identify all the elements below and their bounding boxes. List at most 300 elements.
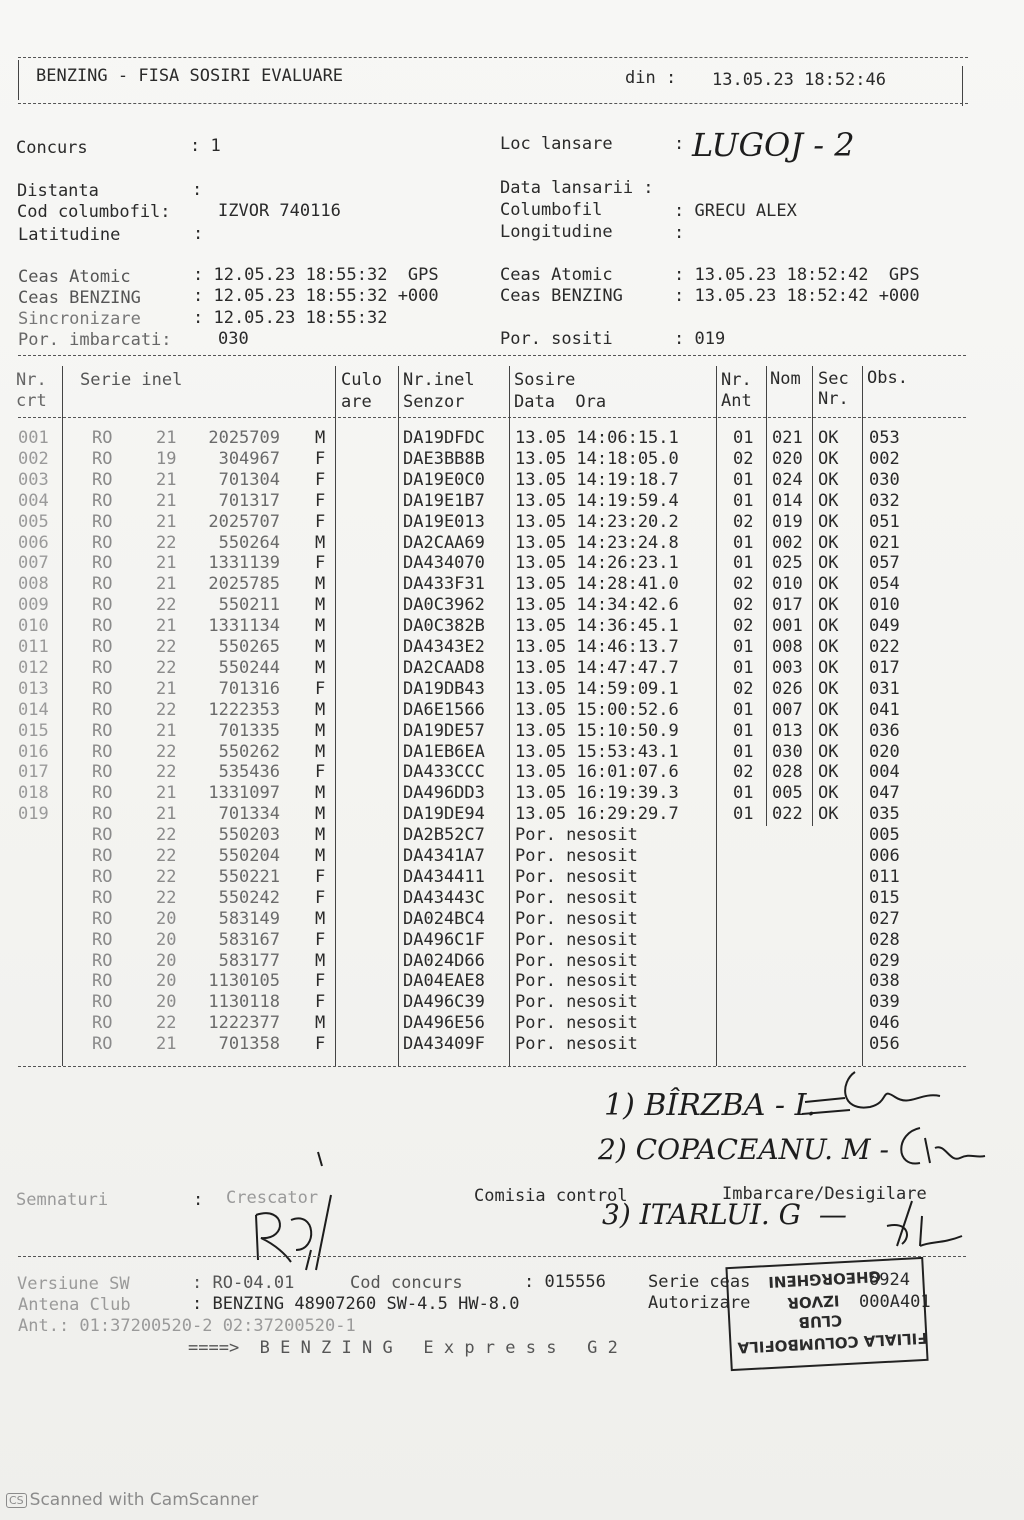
cell-yr: 20: [156, 929, 177, 950]
table-row: [0, 742, 1024, 763]
cell-no: 550204: [218, 846, 280, 866]
cell-obs: 027: [869, 908, 900, 929]
cell-no: 1222377: [208, 1013, 280, 1034]
sincronizare-value: : 12.05.23 18:55:32: [193, 308, 388, 328]
table-row: [0, 1013, 1024, 1034]
cell-ant: 01: [733, 804, 754, 825]
cell-nom: 014: [772, 490, 803, 511]
camscanner-watermark: [6, 1490, 258, 1510]
cell-sx: M: [315, 783, 326, 804]
cell-no: 583177: [218, 950, 280, 971]
cell-no: 550265: [218, 637, 280, 657]
cell-sx: M: [315, 657, 326, 678]
cell-sec: OK: [818, 720, 839, 741]
cell-no: 701334: [218, 804, 280, 825]
cell-no: 1331134: [208, 616, 280, 637]
cell-obs: 035: [869, 804, 900, 825]
cell-sos: 13.05 14:59:09.1: [515, 678, 679, 699]
cell-yr: 22: [156, 699, 177, 720]
cell-sx: M: [315, 804, 326, 825]
cell-nom: 003: [772, 657, 803, 678]
cell-sx: M: [315, 616, 326, 637]
th-sosire-1: Sosire: [514, 370, 576, 390]
concurs-value: : 1: [190, 136, 221, 156]
cell-yr: 21: [156, 490, 177, 511]
cell-yr: 21: [156, 1034, 177, 1055]
th-nrinel-2: Senzor: [403, 392, 465, 412]
cell-snz: DA496DD3: [403, 783, 485, 804]
cell-snz: DA434070: [403, 553, 485, 574]
th-serie-inel: Serie inel: [80, 370, 183, 390]
cell-snz: DA19DFDC: [403, 428, 485, 448]
signature-2-icon: [890, 1118, 990, 1178]
table-row: [0, 1034, 1024, 1055]
cell-sx: F: [315, 678, 326, 699]
cell-sec: OK: [818, 595, 839, 616]
cell-sx: M: [315, 1013, 326, 1034]
cell-no: 701335: [218, 720, 280, 741]
cell-snz: DAE3BB8B: [403, 448, 485, 469]
cell-ant: 01: [733, 783, 754, 804]
cell-sos: 13.05 14:06:15.1: [515, 428, 679, 448]
cell-sos: Por. nesosit: [515, 846, 638, 866]
cell-sec: OK: [818, 574, 839, 595]
th-culoare-2: are: [341, 392, 372, 412]
cell-sos: Por. nesosit: [515, 950, 638, 971]
cell-sos: 13.05 16:19:39.3: [515, 783, 679, 804]
cell-no: 583167: [218, 929, 280, 950]
cell-ro: RO: [92, 678, 113, 699]
table-row: [0, 846, 1024, 867]
th-obs: Obs.: [867, 368, 908, 388]
cell-ant: 02: [733, 678, 754, 699]
cell-sos: 13.05 14:28:41.0: [515, 574, 679, 595]
cell-nom: 001: [772, 616, 803, 637]
cell-sx: M: [315, 720, 326, 741]
cell-obs: 032: [869, 490, 900, 511]
cell-nom: 028: [772, 762, 803, 783]
cell-nr: 015: [18, 720, 49, 741]
cell-no: 2025709: [208, 428, 280, 448]
camscanner-text: Scanned with CamScanner: [29, 1490, 259, 1510]
th-sec-2: Nr.: [818, 389, 849, 409]
cell-snz: DA19DE57: [403, 720, 485, 741]
cell-nr: 014: [18, 699, 49, 720]
distanta-value: :: [192, 180, 203, 200]
cell-sos: 13.05 14:19:18.7: [515, 469, 679, 490]
imbarcare-desigilare-label: Imbarcare/Desigilare: [722, 1184, 927, 1204]
cell-ro: RO: [92, 971, 113, 992]
distanta-label: Distanta: [17, 181, 99, 201]
cell-yr: 21: [156, 553, 177, 574]
cell-ant: 02: [733, 511, 754, 532]
cell-obs: 054: [869, 574, 900, 595]
cell-nom: 025: [772, 553, 803, 574]
cell-ant: 01: [733, 637, 754, 657]
autorizare-label: Autorizare: [648, 1293, 751, 1313]
cell-nr: 001: [18, 428, 49, 448]
cell-sos: 13.05 14:23:24.8: [515, 532, 679, 553]
stamp-line-2: CLUB: [797, 1311, 843, 1332]
table-row: [0, 700, 1024, 721]
table-row: [0, 930, 1024, 951]
comisia-control-label: Comisia control: [474, 1186, 628, 1206]
cell-snz: DA2B52C7: [403, 825, 485, 846]
cell-nr: 009: [18, 595, 49, 616]
cod-concurs-label: Cod concurs: [350, 1273, 463, 1293]
cell-sos: 13.05 14:47:47.7: [515, 657, 679, 678]
table-row: [0, 783, 1024, 804]
cell-sec: OK: [818, 657, 839, 678]
cell-sec: OK: [818, 783, 839, 804]
cell-sec: OK: [818, 699, 839, 720]
cell-no: 550211: [218, 595, 280, 616]
cell-yr: 21: [156, 469, 177, 490]
cell-obs: 041: [869, 699, 900, 720]
cell-no: 1331139: [208, 553, 280, 574]
cell-sos: 13.05 16:29:29.7: [515, 804, 679, 825]
cell-snz: DA4343E2: [403, 637, 485, 657]
cell-obs: 053: [869, 428, 900, 448]
cell-sx: M: [315, 741, 326, 762]
cell-ant: 01: [733, 532, 754, 553]
table-row: [0, 637, 1024, 658]
cell-obs: 029: [869, 950, 900, 971]
cell-ant: 01: [733, 428, 754, 448]
cod-columbofil-label: Cod columbofil:: [17, 202, 171, 222]
cell-ro: RO: [92, 741, 113, 762]
cell-sos: 13.05 15:10:50.9: [515, 720, 679, 741]
cell-sx: F: [315, 929, 326, 950]
cell-obs: 051: [869, 511, 900, 532]
cell-no: 701304: [218, 469, 280, 490]
cell-sec: OK: [818, 448, 839, 469]
longitudine-label: Longitudine: [500, 222, 613, 242]
cell-ro: RO: [92, 804, 113, 825]
ant-line: Ant.: 01:37200520-2 02:37200520-1: [18, 1316, 356, 1336]
cell-nom: 020: [772, 448, 803, 469]
cell-snz: DA433F31: [403, 574, 485, 595]
cell-nr: 017: [18, 762, 49, 783]
handwritten-line-3: 3) ITARLUI. G —: [602, 1198, 847, 1231]
cell-sx: F: [315, 1034, 326, 1055]
latitudine-label: Latitudine: [18, 225, 121, 245]
cod-columbofil-value: IZVOR 740116: [218, 201, 341, 221]
cell-ant: 02: [733, 448, 754, 469]
cell-yr: 21: [156, 616, 177, 637]
cell-ant: 02: [733, 574, 754, 595]
cell-ant: 02: [733, 595, 754, 616]
cell-yr: 22: [156, 595, 177, 616]
cell-nom: 030: [772, 741, 803, 762]
th-nrinel-1: Nr.inel: [403, 370, 475, 390]
table-row: [0, 449, 1024, 470]
imbarcati-value: 030: [218, 329, 249, 349]
cell-yr: 22: [156, 866, 177, 887]
cell-nr: 003: [18, 469, 49, 490]
cell-ro: RO: [92, 574, 113, 595]
cell-sos: 13.05 14:18:05.0: [515, 448, 679, 469]
cell-nr: 002: [18, 448, 49, 469]
cell-ro: RO: [92, 929, 113, 950]
cell-no: 550221: [218, 866, 280, 887]
cell-yr: 21: [156, 720, 177, 741]
por-sositi-label: Por. sositi: [500, 329, 613, 349]
table-row: [0, 992, 1024, 1013]
stamp-line-1: FILIALA COLUMBOFILA: [737, 1328, 928, 1357]
cell-ant: 01: [733, 469, 754, 490]
cell-ant: 01: [733, 490, 754, 511]
cell-no: 701316: [218, 678, 280, 699]
cell-obs: 057: [869, 553, 900, 574]
cell-no: 701317: [218, 490, 280, 511]
loc-lansare-colon: :: [674, 134, 685, 154]
footer-top-border: [18, 1256, 966, 1257]
th-sec-1: Sec: [818, 369, 849, 389]
cell-sx: M: [315, 825, 326, 846]
cell-sos: Por. nesosit: [515, 992, 638, 1013]
cell-ro: RO: [92, 783, 113, 804]
cell-ant: 01: [733, 720, 754, 741]
cod-concurs-value: : 015556: [524, 1272, 606, 1292]
cell-sec: OK: [818, 469, 839, 490]
loc-lansare-handwritten: LUGOJ - 2: [692, 126, 855, 164]
antena-club-label: Antena Club: [18, 1295, 131, 1315]
cell-ro: RO: [92, 846, 113, 866]
cell-ant: 01: [733, 741, 754, 762]
cell-no: 701358: [218, 1034, 280, 1055]
semnaturi-label: Semnaturi: [16, 1190, 109, 1210]
cell-sos: Por. nesosit: [515, 1013, 638, 1034]
signature-3-icon: [882, 1196, 972, 1256]
cell-sos: 13.05 14:26:23.1: [515, 553, 679, 574]
ceas-benzing-right: : 13.05.23 18:52:42 +000: [674, 286, 920, 306]
cell-obs: 005: [869, 825, 900, 846]
cell-sos: 13.05 14:46:13.7: [515, 637, 679, 657]
cell-sos: Por. nesosit: [515, 971, 638, 992]
table-row: [0, 971, 1024, 992]
benzing-express-line: ====> B E N Z I N G E x p r e s s G 2: [188, 1338, 618, 1358]
cell-no: 550242: [218, 887, 280, 908]
cell-no: 550262: [218, 741, 280, 762]
club-stamp: [725, 1257, 928, 1371]
cell-sx: F: [315, 971, 326, 992]
cell-nr: 010: [18, 616, 49, 637]
table-row: [0, 616, 1024, 637]
cell-snz: DA43443C: [403, 887, 485, 908]
cell-sx: F: [315, 448, 326, 469]
header-top-border: [18, 57, 968, 58]
cell-obs: 015: [869, 887, 900, 908]
cell-yr: 21: [156, 428, 177, 448]
cell-ant: 01: [733, 699, 754, 720]
cell-ro: RO: [92, 1013, 113, 1034]
table-top-border: [18, 355, 966, 356]
table-row: [0, 804, 1024, 825]
cell-snz: DA496E56: [403, 1013, 485, 1034]
table-row: [0, 951, 1024, 972]
latitudine-value: :: [193, 224, 204, 244]
cell-no: 550203: [218, 825, 280, 846]
table-row: [0, 825, 1024, 846]
cell-yr: 22: [156, 657, 177, 678]
cell-ro: RO: [92, 699, 113, 720]
cell-snz: DA496C1F: [403, 929, 485, 950]
cell-obs: 030: [869, 469, 900, 490]
cell-ro: RO: [92, 637, 113, 657]
cell-nr: 008: [18, 574, 49, 595]
cell-snz: DA433CCC: [403, 762, 485, 783]
cell-sec: OK: [818, 532, 839, 553]
cell-sx: F: [315, 469, 326, 490]
cell-sx: M: [315, 908, 326, 929]
th-nom: Nom: [770, 369, 801, 389]
cell-ant: 02: [733, 616, 754, 637]
cell-sx: M: [315, 846, 326, 866]
ceas-atomic-right-label: Ceas Atomic: [500, 265, 613, 285]
cell-sx: F: [315, 866, 326, 887]
ceas-atomic-right: : 13.05.23 18:52:42 GPS: [674, 265, 920, 285]
th-nr-2: crt: [16, 391, 47, 411]
cell-nr: 007: [18, 553, 49, 574]
cell-ro: RO: [92, 1034, 113, 1055]
handwritten-line-2: 2) COPACEANU. M -: [598, 1133, 889, 1166]
cell-ro: RO: [92, 616, 113, 637]
cell-nr: 019: [18, 804, 49, 825]
table-header-border: [18, 417, 966, 418]
columbofil-label: Columbofil: [500, 200, 603, 220]
cell-snz: DA6E1566: [403, 699, 485, 720]
cell-sec: OK: [818, 511, 839, 532]
cell-obs: 028: [869, 929, 900, 950]
cell-sx: M: [315, 595, 326, 616]
cell-sx: M: [315, 574, 326, 595]
cell-sx: M: [315, 532, 326, 553]
cell-yr: 22: [156, 637, 177, 657]
ceas-atomic-label: Ceas Atomic: [18, 267, 131, 287]
cell-ro: RO: [92, 595, 113, 616]
cell-sec: OK: [818, 804, 839, 825]
cell-obs: 036: [869, 720, 900, 741]
cell-nom: 024: [772, 469, 803, 490]
columbofil-value: : GRECU ALEX: [674, 201, 797, 221]
cell-snz: DA19DB43: [403, 678, 485, 699]
cell-sos: 13.05 14:19:59.4: [515, 490, 679, 511]
cell-ro: RO: [92, 532, 113, 553]
din-label: din :: [625, 68, 677, 88]
cell-snz: DA024BC4: [403, 908, 485, 929]
cell-nr: 005: [18, 511, 49, 532]
cell-ro: RO: [92, 887, 113, 908]
cell-ro: RO: [92, 490, 113, 511]
antena-club-value: : BENZING 48907260 SW-4.5 HW-8.0: [192, 1294, 520, 1314]
cell-yr: 19: [156, 448, 177, 469]
cell-yr: 21: [156, 511, 177, 532]
th-ant-1: Nr.: [721, 370, 752, 390]
cell-sx: M: [315, 428, 326, 448]
cell-snz: DA04EAE8: [403, 971, 485, 992]
cell-yr: 22: [156, 762, 177, 783]
cell-sx: M: [315, 699, 326, 720]
cell-yr: 22: [156, 887, 177, 908]
cell-snz: DA1EB6EA: [403, 741, 485, 762]
cell-nr: 018: [18, 783, 49, 804]
cell-nr: 016: [18, 741, 49, 762]
data-lansarii-label: Data lansarii :: [500, 178, 654, 198]
table-row: [0, 553, 1024, 574]
table-row: [0, 658, 1024, 679]
cell-sec: OK: [818, 741, 839, 762]
cell-sx: F: [315, 762, 326, 783]
cell-obs: 047: [869, 783, 900, 804]
cell-nom: 008: [772, 637, 803, 657]
cell-obs: 022: [869, 637, 900, 657]
cell-ro: RO: [92, 553, 113, 574]
cell-yr: 22: [156, 532, 177, 553]
header-bottom-border: [18, 103, 968, 104]
th-nr-1: Nr.: [16, 370, 47, 390]
cell-sx: F: [315, 887, 326, 908]
concurs-label: Concurs: [16, 138, 88, 158]
cell-yr: 21: [156, 804, 177, 825]
table-row: [0, 491, 1024, 512]
cell-ro: RO: [92, 825, 113, 846]
cell-obs: 039: [869, 992, 900, 1013]
cell-ro: RO: [92, 448, 113, 469]
cell-yr: 20: [156, 950, 177, 971]
cell-yr: 20: [156, 971, 177, 992]
ceas-benzing-label: Ceas BENZING: [18, 288, 141, 308]
cell-obs: 011: [869, 866, 900, 887]
cell-yr: 21: [156, 783, 177, 804]
cell-sos: 13.05 15:53:43.1: [515, 741, 679, 762]
cell-sx: M: [315, 950, 326, 971]
document-title: BENZING - FISA SOSIRI EVALUARE: [36, 66, 344, 86]
cell-yr: 22: [156, 1013, 177, 1034]
cell-nom: 005: [772, 783, 803, 804]
cell-snz: DA0C382B: [403, 616, 485, 637]
cell-obs: 031: [869, 678, 900, 699]
cell-sos: Por. nesosit: [515, 1034, 638, 1055]
table-row: [0, 470, 1024, 491]
cell-nom: 022: [772, 804, 803, 825]
cell-yr: 21: [156, 678, 177, 699]
cell-snz: DA19DE94: [403, 804, 485, 825]
cell-no: 550244: [218, 657, 280, 678]
th-culoare-1: Culo: [341, 370, 382, 390]
cell-snz: DA4341A7: [403, 846, 485, 866]
cell-nom: 021: [772, 428, 803, 448]
cell-sos: Por. nesosit: [515, 825, 638, 846]
cell-nom: 010: [772, 574, 803, 595]
cell-nr: 011: [18, 637, 49, 657]
cell-sos: Por. nesosit: [515, 887, 638, 908]
cell-no: 1331097: [208, 783, 280, 804]
cell-ant: 01: [733, 657, 754, 678]
cell-nom: 017: [772, 595, 803, 616]
cell-nom: 007: [772, 699, 803, 720]
longitudine-value: :: [674, 223, 685, 243]
cell-snz: DA2CAA69: [403, 532, 485, 553]
cell-snz: DA496C39: [403, 992, 485, 1013]
cell-no: 1130105: [208, 971, 280, 992]
loc-lansare-label: Loc lansare: [500, 134, 613, 154]
ceas-benzing-right-label: Ceas BENZING: [500, 286, 623, 306]
cell-ro: RO: [92, 657, 113, 678]
header-left-border: [18, 60, 19, 100]
cell-sx: F: [315, 511, 326, 532]
cell-snz: DA2CAAD8: [403, 657, 485, 678]
